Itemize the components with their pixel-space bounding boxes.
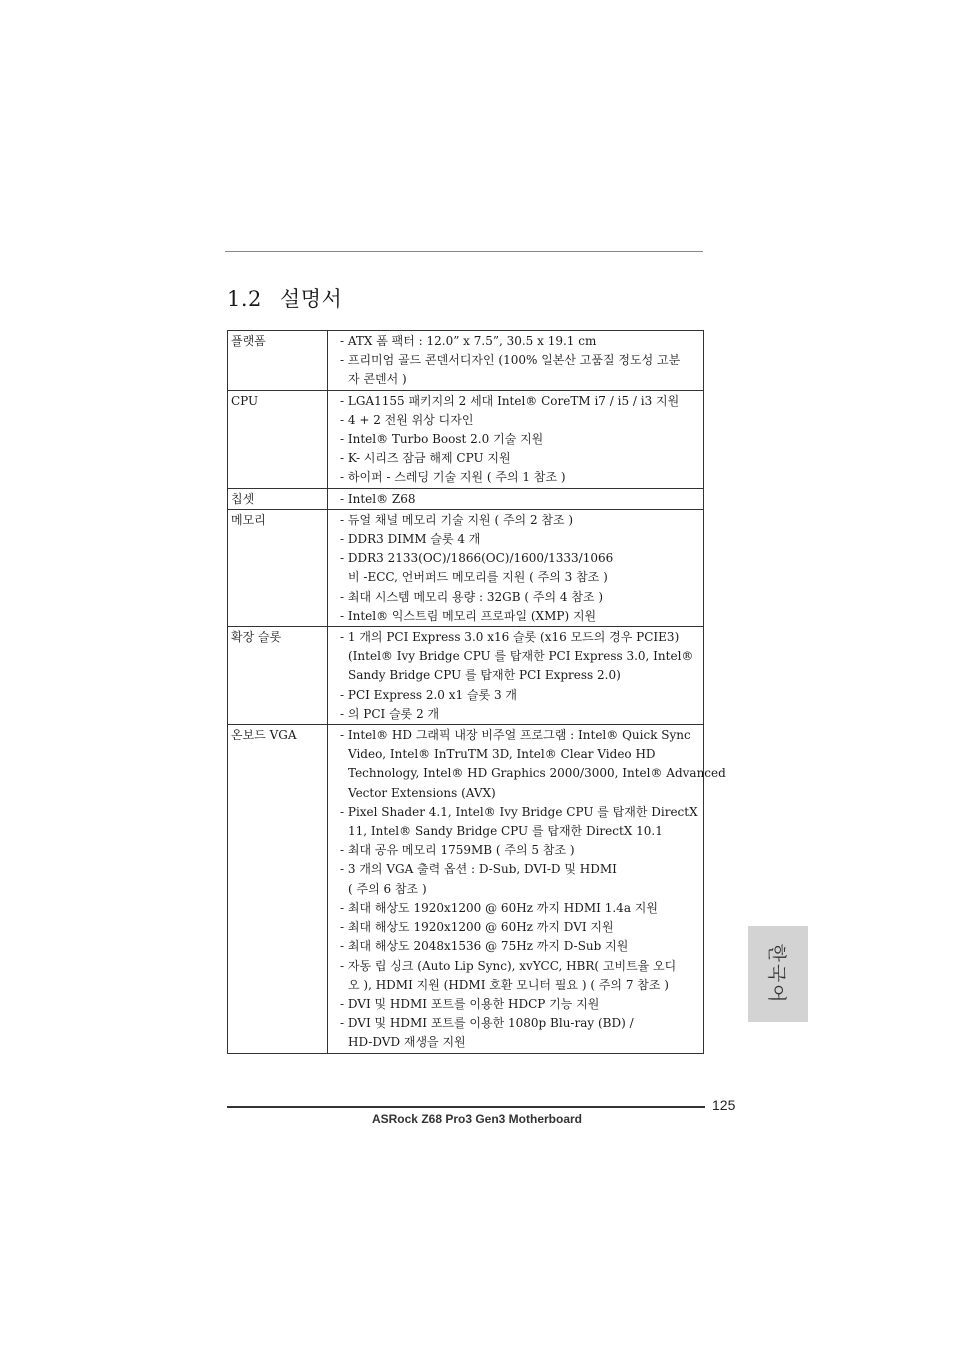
spec-line: - Intel® Z68: [340, 491, 416, 506]
spec-line: - Pixel Shader 4.1, Intel® Ivy Bridge CPU 를 탑재한 DirectX: [340, 804, 698, 819]
spec-line: Sandy Bridge CPU 를 탑재한 PCI Express 2.0): [348, 668, 621, 683]
spec-line: (Intel® Ivy Bridge CPU 를 탑재한 PCI Express 3.0, Intel®: [348, 649, 694, 664]
spec-line: - 자동 립 싱크 (Auto Lip Sync), xvYCC, HBR( 고비트율 오디: [340, 958, 677, 973]
spec-line: - K- 시리즈 잠금 해제 CPU 지원: [340, 451, 511, 466]
spec-line: ( 주의 6 참조 ): [348, 881, 427, 896]
spec-line: 비 -ECC, 언버퍼드 메모리를 지원 ( 주의 3 참조 ): [348, 570, 608, 585]
spec-line: - ATX 폼 팩터 : 12.0” x 7.5”, 30.5 x 19.1 cm: [340, 334, 597, 348]
spec-content: [328, 331, 704, 391]
spec-line: - Intel® Turbo Boost 2.0 기술 지원: [340, 432, 544, 447]
spec-content: [328, 627, 704, 725]
spec-line: - 최대 해상도 1920x1200 @ 60Hz 까지 HDMI 1.4a 지원: [340, 900, 658, 915]
spec-line: Video, Intel® InTruTM 3D, Intel® Clear Video HD: [348, 747, 656, 762]
spec-line: - DDR3 2133(OC)/1866(OC)/1600/1333/1066: [340, 551, 614, 566]
spec-line: - 최대 시스템 메모리 용량 : 32GB ( 주의 4 참조 ): [340, 589, 604, 604]
section-title: [227, 283, 342, 313]
spec-label: 온보드 VGA: [228, 725, 328, 1053]
spec-line: - 듀얼 채널 메모리 기술 지원 ( 주의 2 참조 ): [340, 512, 574, 527]
spec-row: [228, 725, 704, 1053]
spec-label: 확장 슬롯: [228, 627, 328, 725]
spec-row: [228, 509, 704, 626]
spec-row: [228, 488, 704, 509]
spec-line: HD-DVD 재생을 지원: [348, 1035, 466, 1050]
footer-title: ASRock Z68 Pro3 Gen3 Motherboard: [371, 1112, 583, 1126]
spec-line: 자 콘덴서 ): [348, 372, 407, 387]
spec-content: [328, 509, 704, 626]
spec-line: - 프리미엄 골드 콘덴서디자인 (100% 일본산 고품질 정도성 고분: [340, 353, 681, 368]
spec-line: - 하이퍼 - 스레딩 기술 지원 ( 주의 1 참조 ): [340, 470, 566, 485]
spec-line: 11, Intel® Sandy Bridge CPU 를 탑재한 DirectX 10.1: [348, 824, 663, 839]
spec-line: - 최대 해상도 2048x1536 @ 75Hz 까지 D-Sub 지원: [340, 939, 629, 954]
spec-line: - PCI Express 2.0 x1 슬롯 3 개: [340, 687, 518, 702]
spec-row: [228, 390, 704, 488]
section-number: 1.2: [227, 287, 262, 311]
spec-line: - DVI 및 HDMI 포트를 이용한 1080p Blu-ray (BD) /: [340, 1016, 634, 1031]
spec-label: 플랫폼: [228, 331, 328, 391]
page-number: 125: [712, 1097, 736, 1113]
spec-line: - 1 개의 PCI Express 3.0 x16 슬롯 (x16 모드의 경우 PCIE3): [340, 630, 680, 645]
bottom-rule: [227, 1106, 705, 1108]
spec-row: [228, 331, 704, 391]
spec-line: - 3 개의 VGA 출력 옵션 : D-Sub, DVI-D 및 HDMI: [340, 862, 617, 877]
spec-line: - 최대 해상도 1920x1200 @ 60Hz 까지 DVI 지원: [340, 920, 614, 935]
language-tab: [748, 926, 808, 1022]
section-heading: 설명서: [279, 287, 343, 311]
spec-line: - Intel® 익스트림 메모리 프로파일 (XMP) 지원: [340, 608, 597, 623]
spec-label: CPU: [228, 390, 328, 488]
spec-line: - Intel® HD 그래픽 내장 비주얼 프로그램 : Intel® Quick Sync: [340, 728, 691, 743]
spec-label: 칩셋: [228, 488, 328, 509]
spec-line: - 4 + 2 전원 위상 디자인: [340, 412, 474, 427]
spec-line: - 최대 공유 메모리 1759MB ( 주의 5 참조 ): [340, 843, 575, 858]
spec-line: - DVI 및 HDMI 포트를 이용한 HDCP 기능 지원: [340, 996, 600, 1011]
spec-table: [227, 330, 726, 1054]
spec-line: - 의 PCI 슬롯 2 개: [340, 706, 440, 721]
spec-content: [328, 390, 704, 488]
spec-line: - DDR3 DIMM 슬롯 4 개: [340, 532, 481, 547]
spec-label: 메모리: [228, 509, 328, 626]
spec-content: [328, 725, 726, 1053]
language-tab-label: 한국어: [765, 943, 788, 1005]
spec-table-body: [228, 331, 726, 1054]
top-rule: [225, 251, 703, 252]
spec-line: 오 ), HDMI 지원 (HDMI 호환 모니터 필요 ) ( 주의 7 참조 ): [348, 977, 669, 992]
spec-row: [228, 627, 704, 725]
spec-line: Vector Extensions (AVX): [348, 785, 496, 800]
spec-content: [328, 488, 704, 509]
spec-line: Technology, Intel® HD Graphics 2000/3000, Intel® Advanced: [348, 766, 726, 781]
spec-line: - LGA1155 패키지의 2 세대 Intel® CoreTM i7 / i5 / i3 지원: [340, 393, 680, 408]
